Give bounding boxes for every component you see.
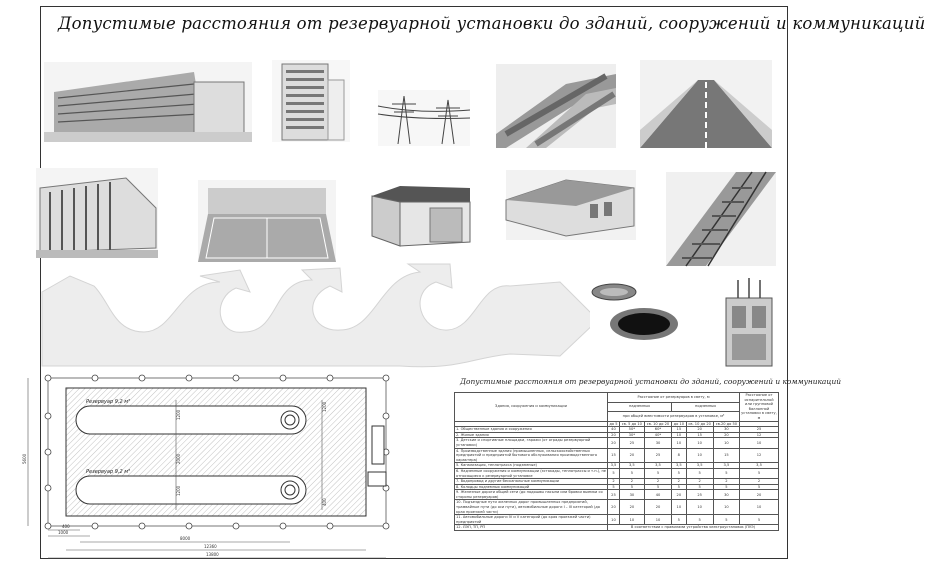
photo-pipeline — [496, 64, 616, 148]
table-head-capacity: при общей вместимости резервуаров в установке, м³ — [608, 412, 740, 422]
table-cell: 2 — [672, 479, 686, 485]
table-cell: 5 — [672, 484, 686, 490]
table-cell: 20 — [740, 490, 779, 500]
table-cell: 12 — [740, 448, 779, 463]
table-cell: 5 — [608, 484, 620, 490]
table-row-name: 11. Автомобильные дороги IV и V категорий (до края проезжей части) предприятий — [455, 515, 608, 525]
table-cell: 3,5 — [713, 463, 739, 469]
photo-public-building — [36, 168, 158, 258]
table-cell: 10 — [740, 500, 779, 515]
table-row — [455, 438, 779, 448]
table-cell: 10 — [672, 432, 686, 438]
table-cell: 20 — [713, 432, 739, 438]
table-cell: 5 — [713, 515, 739, 525]
table-col-header: до 10 — [673, 421, 685, 426]
table-cell: 10 — [608, 515, 620, 525]
table-title: Допустимые расстояния от резервуарной установки до зданий, сооружений и коммуникаций — [460, 377, 842, 386]
table-cell: 3,5 — [619, 463, 644, 469]
dim-inner: 12360 — [204, 544, 217, 549]
table-cell: 10 — [713, 438, 739, 448]
table-cell: 5 — [740, 468, 779, 478]
table-row-name: 1. Общественные здания и сооружения — [455, 427, 608, 433]
table-cell: 25 — [686, 490, 713, 500]
table-row-12-text: В соответствии с правилами устройства электроустановок (ПУЭ) — [608, 525, 779, 531]
table-cell: 20 — [672, 490, 686, 500]
table-cell: 50* — [619, 427, 644, 433]
table-col-header: св. 10 до 20 — [686, 421, 713, 427]
table-row-name: 10. Подъездные пути железных дорог промышленных предприятий, трамвайные пути (до оси пути), автомобильные дороги I – III категорий (до края проезжей части) — [455, 500, 608, 515]
table-head-group: Расстояние от резервуаров в свету, м — [608, 393, 740, 403]
table-col-header: св. 10 до 20 — [644, 421, 671, 427]
table-row-name: 4. Производственные здания (промышленных, сельскохозяйственных предприятий и предприятий бытового обслуживания производственного характера) — [455, 448, 608, 463]
table-cell: 20 — [686, 427, 713, 433]
table-cell: 30* — [619, 432, 644, 438]
photo-warehouse — [506, 170, 636, 240]
table-row — [455, 490, 779, 500]
table-head-objects: Здания, сооружения и коммуникации — [455, 393, 608, 422]
photo-transformer-substation — [720, 276, 778, 368]
table-cell: 10 — [713, 500, 739, 515]
table-cell: 20 — [644, 500, 671, 515]
table-cell: 12 — [740, 432, 779, 438]
table-cell: 10 — [686, 438, 713, 448]
table-row — [455, 515, 779, 525]
table-cell: 30 — [713, 427, 739, 433]
table-cell: 2 — [740, 479, 779, 485]
table-body — [455, 427, 779, 525]
dim-v1: 1200 — [176, 409, 181, 420]
dim-v5: 400 — [322, 498, 327, 506]
table-row — [455, 500, 779, 515]
table-cell: 5 — [686, 468, 713, 478]
table-cell: 10 — [686, 500, 713, 515]
table-cell: 5 — [740, 515, 779, 525]
table-col-header: св.20 до 50 — [713, 421, 739, 427]
dim-mid: 8000 — [180, 536, 191, 541]
table-cell: 2 — [619, 479, 644, 485]
table-cell: 15 — [608, 448, 620, 463]
table-cell: 5 — [672, 468, 686, 478]
dim-v4: 1200 — [322, 401, 327, 412]
table-row-name: 9. Железные дороги общей сети (до подошвы насыпи или бровки выемки со стороны резервуаров) — [455, 490, 608, 500]
dim-left-b: 1000 — [58, 530, 69, 535]
table-cell: 60* — [644, 427, 671, 433]
table-head-above: надземных — [608, 402, 672, 412]
table-cell: 5 — [608, 468, 620, 478]
dim-left-a: 400 — [62, 524, 70, 529]
table-row — [455, 448, 779, 463]
table-row-name: 5. Канализация, теплотрасса (подземные) — [455, 463, 608, 469]
table-cell: 2 — [644, 479, 671, 485]
table-row-12-name: 12. ЛЭП, ТП, РП — [455, 525, 608, 531]
table-cell: 40* — [644, 432, 671, 438]
table-col-header: св. 5 до 10 — [619, 421, 644, 427]
table-cell: 5 — [713, 468, 739, 478]
table-cell: 40 — [608, 427, 620, 433]
table-cell: 8 — [672, 448, 686, 463]
table-cell: 10 — [619, 515, 644, 525]
table-cell: 5 — [713, 484, 739, 490]
photo-road — [640, 60, 772, 148]
page-title: Допустимые расстояния от резервуарной установки до зданий, сооружений и коммуникаций — [58, 14, 925, 33]
table-cell: 10 — [740, 438, 779, 448]
table-cell: 20 — [619, 500, 644, 515]
photo-office-building — [44, 62, 252, 142]
table-cell: 20 — [619, 448, 644, 463]
photo-manhole — [590, 278, 680, 344]
table-cell: 30 — [619, 490, 644, 500]
table-cell: 5 — [619, 468, 644, 478]
table-row-name: 8. Колодцы подземных коммуникаций — [455, 484, 608, 490]
table-cell: 2 — [686, 479, 713, 485]
table-cell: 10 — [686, 448, 713, 463]
table-row-name: 3. Детские и спортивные площадки, гаражи (от ограды резервуарной установки) — [455, 438, 608, 448]
table-cell: 30 — [644, 438, 671, 448]
table-cell: 5 — [644, 484, 671, 490]
table-col-header: до 5 — [609, 421, 618, 426]
table-cell: 20 — [608, 500, 620, 515]
table-cell: 30 — [713, 490, 739, 500]
photo-sports-field — [198, 180, 336, 262]
table-cell: 2 — [608, 479, 620, 485]
table-cell: 25 — [740, 427, 779, 433]
table-cell: 5 — [672, 515, 686, 525]
table-cell: 3,5 — [672, 463, 686, 469]
table-cell: 40 — [644, 490, 671, 500]
table-cell: 3,5 — [644, 463, 671, 469]
table-cell: 10 — [672, 438, 686, 448]
table-cell: 3,5 — [608, 463, 620, 469]
table-cell: 10 — [672, 500, 686, 515]
table-cell: 3,5 — [740, 463, 779, 469]
table-row-name: 2. Жилые здания — [455, 432, 608, 438]
table-cell: 5 — [740, 484, 779, 490]
photo-garage — [370, 184, 474, 248]
table-cell: 15 — [672, 427, 686, 433]
table-cell: 5 — [686, 484, 713, 490]
table-row-name: 7. Водопровод и другие бесканальные коммуникации — [455, 479, 608, 485]
table-head-last: Расстояние от испарительной или групповой баллонной установки в свету, м — [741, 393, 777, 420]
photo-power-line — [378, 90, 470, 146]
table-cell: 3,5 — [686, 463, 713, 469]
table-head-under: подземных — [672, 402, 740, 412]
table-cell: 5 — [619, 484, 644, 490]
table-cell: 5 — [686, 515, 713, 525]
photo-railway — [666, 172, 776, 266]
table-cell: 20 — [608, 432, 620, 438]
dim-v2: 2000 — [176, 453, 181, 464]
table-cell: 25 — [619, 438, 644, 448]
table-cell: 25 — [608, 490, 620, 500]
table-cell: 25 — [644, 448, 671, 463]
table-cell: 20 — [608, 438, 620, 448]
dim-v3: 1200 — [176, 485, 181, 496]
site-plan — [0, 360, 460, 566]
dim-total: 13800 — [206, 552, 219, 557]
table-row — [455, 468, 779, 478]
table-row-name: 6. Надземные сооружения и коммуникации (эстакады, теплотрассы и т.п.), не относящиеся к резервуарной установке — [456, 468, 607, 478]
photo-highrise-residential — [272, 60, 350, 142]
table-cell: 2 — [713, 479, 739, 485]
tank1-label: Резервуар 9,2 м³ — [86, 399, 131, 405]
table-cell: 15 — [713, 448, 739, 463]
arrows-band — [40, 262, 600, 374]
table-cell: 10 — [644, 515, 671, 525]
distance-table — [454, 392, 779, 531]
dim-height: 5600 — [22, 453, 27, 464]
table-cell: 15 — [686, 432, 713, 438]
table-cell: 5 — [644, 468, 671, 478]
tank2-label: Резервуар 9,2 м³ — [86, 469, 131, 475]
